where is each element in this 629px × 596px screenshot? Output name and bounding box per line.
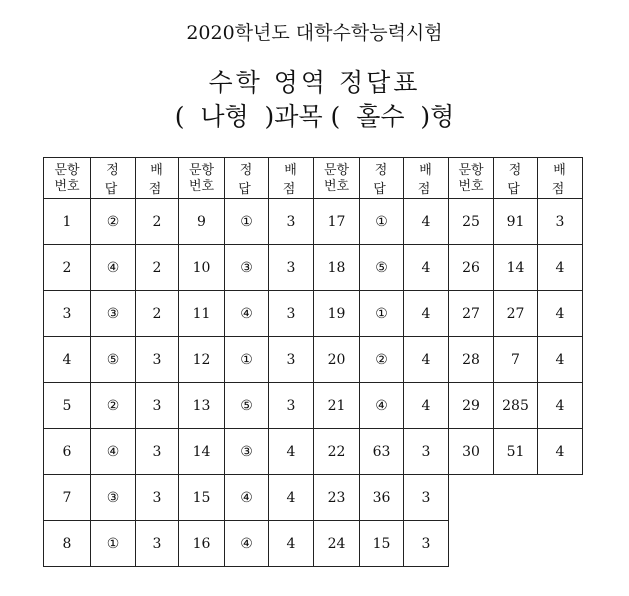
answer-cell: ③: [91, 291, 136, 337]
question-number-cell: 27: [449, 291, 494, 337]
answer-cell: 91: [494, 199, 538, 245]
points-cell: 3: [136, 521, 179, 567]
question-number-cell: 9: [179, 199, 225, 245]
answer-cell: ③: [91, 475, 136, 521]
answer-cell: 63: [360, 429, 404, 475]
question-number-cell: 13: [179, 383, 225, 429]
points-cell: 3: [136, 475, 179, 521]
question-number-cell: 22: [314, 429, 360, 475]
header-points-label: 배 점: [417, 163, 436, 197]
points-cell: 4: [404, 383, 449, 429]
points-cell: 4: [269, 521, 314, 567]
table-row: [44, 429, 583, 475]
points-cell: 3: [136, 383, 179, 429]
question-number-cell: 5: [44, 383, 91, 429]
header-answer: [91, 158, 136, 199]
points-cell: 3: [404, 521, 449, 567]
points-cell: 4: [404, 245, 449, 291]
header-points-label: 배 점: [551, 163, 570, 197]
table-row: [44, 245, 583, 291]
answer-cell: ⑤: [91, 337, 136, 383]
points-cell: 4: [269, 429, 314, 475]
question-number-cell: 11: [179, 291, 225, 337]
question-number-cell: 23: [314, 475, 360, 521]
points-cell: 4: [404, 199, 449, 245]
points-cell: 3: [269, 337, 314, 383]
question-number-cell: 15: [179, 475, 225, 521]
answer-cell: ④: [225, 475, 269, 521]
empty-cell: [449, 521, 583, 567]
exam-title: 2020학년도 대학수학능력시험: [186, 22, 443, 44]
points-cell: 4: [404, 291, 449, 337]
answer-cell: ①: [91, 521, 136, 567]
question-number-cell: 28: [449, 337, 494, 383]
points-cell: 3: [269, 383, 314, 429]
table-row: [44, 521, 583, 567]
header-points: [136, 158, 179, 199]
question-number-cell: 10: [179, 245, 225, 291]
answer-cell: ④: [91, 245, 136, 291]
header-points: [269, 158, 314, 199]
answer-cell: ②: [91, 199, 136, 245]
answer-cell: ④: [225, 521, 269, 567]
header-answer: [225, 158, 269, 199]
question-number-cell: 17: [314, 199, 360, 245]
points-cell: 4: [538, 383, 583, 429]
answer-cell: ④: [91, 429, 136, 475]
header-answer-label: 정 답: [373, 163, 392, 197]
question-number-cell: 18: [314, 245, 360, 291]
question-number-cell: 19: [314, 291, 360, 337]
answer-cell: ②: [91, 383, 136, 429]
question-number-cell: 8: [44, 521, 91, 567]
question-number-cell: 24: [314, 521, 360, 567]
table-row: [44, 475, 583, 521]
points-cell: 4: [404, 337, 449, 383]
header-points: [538, 158, 583, 199]
points-cell: 4: [538, 245, 583, 291]
points-cell: 4: [269, 475, 314, 521]
points-cell: 3: [404, 475, 449, 521]
points-cell: 3: [136, 429, 179, 475]
question-number-cell: 21: [314, 383, 360, 429]
header-answer: [494, 158, 538, 199]
answer-table-body: [44, 158, 583, 567]
table-row: [44, 199, 583, 245]
points-cell: 4: [538, 291, 583, 337]
question-number-cell: 2: [44, 245, 91, 291]
question-number-cell: 25: [449, 199, 494, 245]
header-answer-label: 정 답: [507, 163, 526, 197]
question-number-cell: 29: [449, 383, 494, 429]
answer-cell: 51: [494, 429, 538, 475]
answer-cell: ④: [225, 291, 269, 337]
header-question-number-label: 문항 번호: [458, 163, 484, 194]
points-cell: 2: [136, 199, 179, 245]
question-number-cell: 30: [449, 429, 494, 475]
question-number-cell: 1: [44, 199, 91, 245]
points-cell: 2: [136, 245, 179, 291]
points-cell: 4: [538, 337, 583, 383]
answer-cell: 14: [494, 245, 538, 291]
header-answer: [360, 158, 404, 199]
header-question-number: [449, 158, 494, 199]
header-question-number-label: 문항 번호: [54, 163, 80, 194]
table-row: [44, 291, 583, 337]
header-question-number-label: 문항 번호: [323, 163, 350, 194]
answer-cell: 7: [494, 337, 538, 383]
points-cell: 3: [269, 245, 314, 291]
question-number-cell: 26: [449, 245, 494, 291]
header-question-number: [44, 158, 91, 199]
points-cell: 3: [538, 199, 583, 245]
answer-table: [43, 157, 583, 567]
answer-cell: 15: [360, 521, 404, 567]
answer-cell: 36: [360, 475, 404, 521]
question-number-cell: 4: [44, 337, 91, 383]
header-points-label: 배 점: [282, 163, 301, 197]
question-number-cell: 20: [314, 337, 360, 383]
header-answer-label: 정 답: [104, 163, 123, 197]
table-row: [44, 383, 583, 429]
header-question-number-label: 문항 번호: [188, 163, 215, 194]
header-answer-label: 정 답: [238, 163, 257, 197]
question-number-cell: 6: [44, 429, 91, 475]
points-cell: 3: [269, 199, 314, 245]
answer-cell: ①: [360, 199, 404, 245]
header-question-number: [179, 158, 225, 199]
empty-cell: [449, 475, 583, 521]
header-question-number: [314, 158, 360, 199]
answer-cell: ③: [225, 245, 269, 291]
question-number-cell: 14: [179, 429, 225, 475]
sheet-title: 수학 영역 정답표: [208, 68, 421, 97]
question-number-cell: 7: [44, 475, 91, 521]
answer-cell: ⑤: [360, 245, 404, 291]
answer-cell: ①: [360, 291, 404, 337]
answer-cell: 27: [494, 291, 538, 337]
answer-cell: ③: [225, 429, 269, 475]
question-number-cell: 12: [179, 337, 225, 383]
question-number-cell: 3: [44, 291, 91, 337]
answer-cell: ①: [225, 337, 269, 383]
answer-cell: 285: [494, 383, 538, 429]
header-row: [44, 158, 583, 199]
header-points: [404, 158, 449, 199]
header-points-label: 배 점: [148, 163, 167, 197]
question-number-cell: 16: [179, 521, 225, 567]
points-cell: 2: [136, 291, 179, 337]
points-cell: 4: [538, 429, 583, 475]
answer-cell: ⑤: [225, 383, 269, 429]
answer-cell: ①: [225, 199, 269, 245]
points-cell: 3: [269, 291, 314, 337]
points-cell: 3: [404, 429, 449, 475]
answer-cell: ④: [360, 383, 404, 429]
table-row: [44, 337, 583, 383]
subject-type-line: ( 나형 )과목 ( 홀수 )형: [174, 102, 455, 131]
points-cell: 3: [136, 337, 179, 383]
answer-cell: ②: [360, 337, 404, 383]
